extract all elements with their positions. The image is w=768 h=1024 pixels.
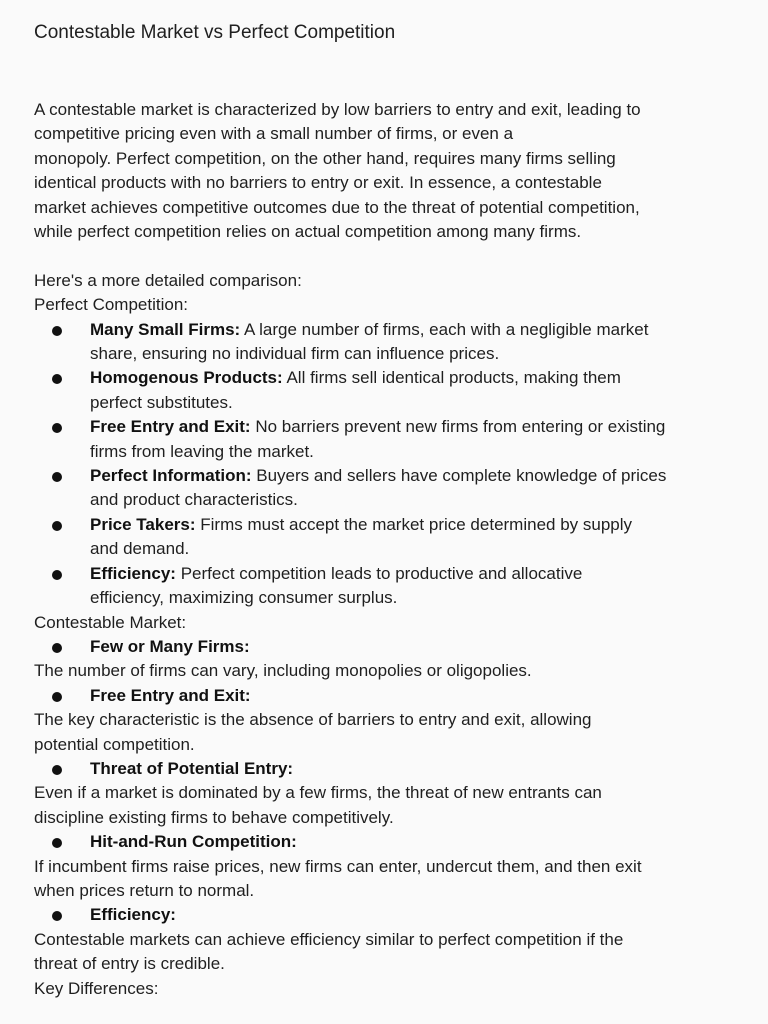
item-text: potential competition. bbox=[34, 734, 195, 754]
list-item bbox=[34, 318, 734, 367]
bullet-icon bbox=[52, 765, 62, 775]
list-item bbox=[34, 635, 734, 659]
document-body bbox=[34, 98, 734, 1001]
intro-line: A contestable market is characterized by low barriers to entry and exit, leading to bbox=[34, 100, 641, 119]
item-text: If incumbent firms raise prices, new firms can enter, undercut them, and then exit bbox=[34, 856, 642, 876]
intro-line: competitive pricing even with a small number of firms, or even a bbox=[34, 124, 514, 144]
item-term: Many Small Firms: bbox=[90, 319, 241, 339]
item-text: firms from leaving the market. bbox=[90, 441, 314, 461]
item-description bbox=[34, 781, 734, 830]
intro-paragraph bbox=[34, 98, 734, 244]
bullet-icon bbox=[52, 472, 62, 482]
bullet-icon bbox=[52, 911, 62, 921]
bullet-icon bbox=[52, 374, 62, 384]
contestable-market-heading: Contestable Market: bbox=[34, 612, 187, 632]
item-term: Free Entry and Exit: bbox=[90, 685, 251, 705]
item-description bbox=[34, 659, 734, 683]
item-text: The key characteristic is the absence of barriers to entry and exit, allowing bbox=[34, 710, 592, 730]
item-text: Firms must accept the market price determined by supply bbox=[195, 514, 633, 534]
item-text: threat of entry is credible. bbox=[34, 954, 225, 974]
item-text: Buyers and sellers have complete knowledge of prices bbox=[251, 466, 667, 486]
item-text: Perfect competition leads to productive and allocative bbox=[175, 563, 583, 583]
list-item bbox=[34, 903, 734, 927]
intro-line: monopoly. Perfect competition, on the other hand, requires many firms selling bbox=[34, 148, 616, 168]
item-text: efficiency, maximizing consumer surplus. bbox=[90, 588, 398, 608]
item-term: Hit-and-Run Competition: bbox=[90, 832, 297, 852]
bullet-icon bbox=[52, 423, 62, 433]
intro-line: while perfect competition relies on actual competition among many firms. bbox=[34, 222, 582, 242]
item-term: Efficiency: bbox=[90, 905, 176, 925]
document-title: Contestable Market vs Perfect Competition bbox=[34, 22, 396, 43]
item-term: Free Entry and Exit: bbox=[90, 417, 251, 437]
item-text: Contestable markets can achieve efficiency similar to perfect competition if the bbox=[34, 929, 624, 949]
bullet-icon bbox=[52, 570, 62, 580]
perfect-competition-list bbox=[34, 318, 734, 611]
perfect-competition-heading: Perfect Competition: bbox=[34, 295, 189, 315]
item-text: A large number of firms, each with a negligible market bbox=[240, 319, 649, 339]
bullet-icon bbox=[52, 692, 62, 702]
item-term: Homogenous Products: bbox=[90, 368, 283, 388]
item-text: The number of firms can vary, including monopolies or oligopolies. bbox=[34, 661, 532, 681]
item-term: Threat of Potential Entry: bbox=[90, 758, 294, 778]
bullet-icon bbox=[52, 326, 62, 336]
key-differences-heading: Key Differences: bbox=[34, 978, 159, 998]
list-item bbox=[34, 830, 734, 854]
item-text: All firms sell identical products, making them bbox=[282, 368, 621, 388]
item-description bbox=[34, 708, 734, 757]
item-description bbox=[34, 855, 734, 904]
item-term: Perfect Information: bbox=[90, 466, 252, 486]
item-term: Price Takers: bbox=[90, 514, 196, 534]
item-text: when prices return to normal. bbox=[34, 880, 255, 900]
paragraph-spacer bbox=[34, 244, 734, 268]
item-text: discipline existing firms to behave competitively. bbox=[34, 807, 394, 827]
intro-line: identical products with no barriers to entry or exit. In essence, a contestable bbox=[34, 173, 602, 193]
contestable-market-list bbox=[34, 635, 734, 977]
list-item bbox=[34, 562, 734, 611]
item-text: and product characteristics. bbox=[90, 490, 298, 510]
item-text: perfect substitutes. bbox=[90, 392, 233, 412]
bullet-icon bbox=[52, 838, 62, 848]
list-item bbox=[34, 757, 734, 781]
list-item bbox=[34, 464, 734, 513]
item-text: and demand. bbox=[90, 539, 190, 559]
list-item bbox=[34, 684, 734, 708]
item-text: No barriers prevent new firms from entering or existing bbox=[250, 417, 666, 437]
item-description bbox=[34, 928, 734, 977]
comparison-heading: Here's a more detailed comparison: bbox=[34, 270, 302, 290]
item-term: Efficiency: bbox=[90, 563, 176, 583]
list-item bbox=[34, 366, 734, 415]
item-text: Even if a market is dominated by a few firms, the threat of new entrants can bbox=[34, 783, 602, 803]
intro-line: market achieves competitive outcomes due to the threat of potential competition, bbox=[34, 197, 640, 217]
bullet-icon bbox=[52, 521, 62, 531]
list-item bbox=[34, 415, 734, 464]
item-term: Few or Many Firms: bbox=[90, 636, 250, 656]
bullet-icon bbox=[52, 643, 62, 653]
item-text: share, ensuring no individual firm can influence prices. bbox=[90, 344, 500, 364]
list-item bbox=[34, 513, 734, 562]
